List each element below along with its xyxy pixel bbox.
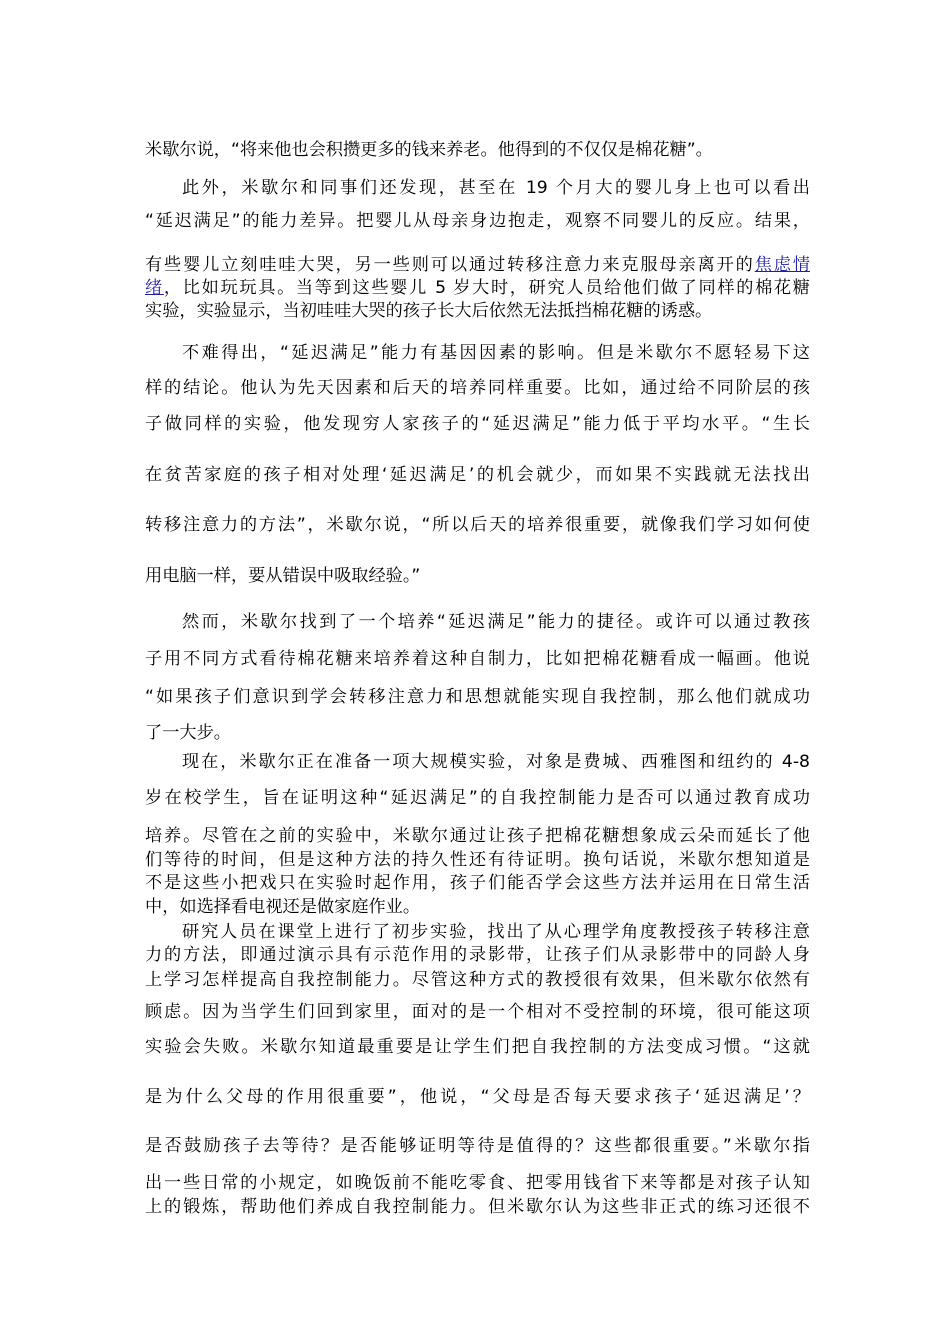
text-line: “延迟满足”的能力差异。把婴儿从母亲身边抱走，观察不同婴儿的反应。结果， <box>145 211 810 231</box>
text-line: 子做同样的实验，他发现穷人家孩子的“延迟满足”能力低于平均水平。“生长 <box>145 414 810 434</box>
text-line <box>145 277 810 299</box>
text-line: 上学习怎样提高自我控制能力。尽管这种方式的教授很有效果，但米歇尔依然有 <box>145 970 810 990</box>
text-line <box>145 254 810 276</box>
anxiety-link-continued[interactable]: 绪 <box>145 278 164 298</box>
text-run: ，比如玩玩具。当等到这些婴儿 5 岁大时，研究人员给他们做了同样的棉花糖 <box>163 278 810 298</box>
text-line: 在贫苦家庭的孩子相对处理‘延迟满足’的机会就少，而如果不实践就无法找出 <box>145 465 810 485</box>
text-line: 然而，米歇尔找到了一个培养“延迟满足”能力的捷径。或许可以通过教孩 <box>182 612 810 632</box>
text-line: 转移注意力的方法”，米歇尔说，“所以后天的培养很重要，就像我们学习如何使 <box>145 515 810 535</box>
text-line: 现在，米歇尔正在准备一项大规模实验，对象是费城、西雅图和纽约的 4-8 <box>182 752 810 772</box>
text-line: “如果孩子们意识到学会转移注意力和思想就能实现自我控制，那么他们就成功 <box>145 687 810 707</box>
text-line: 不难得出，“延迟满足”能力有基因因素的影响。但是米歇尔不愿轻易下这 <box>182 343 810 363</box>
text-line: 实验，实验显示，当初哇哇大哭的孩子长大后依然无法抵挡棉花糖的诱惑。 <box>145 301 713 321</box>
text-line: 岁在校学生，旨在证明这种“延迟满足”的自我控制能力是否可以通过教育成功 <box>145 788 810 808</box>
anxiety-link[interactable]: 焦虑情 <box>754 255 810 275</box>
text-line: 是为什么父母的作用很重要”，他说，“父母是否每天要求孩子‘延迟满足’？ <box>145 1087 810 1107</box>
text-line: 力的方法，即通过演示具有示范作用的录影带，让孩子们从录影带中的同龄人身 <box>145 945 810 965</box>
text-line: 研究人员在课堂上进行了初步实验，找出了从心理学角度教授孩子转移注意 <box>182 922 810 942</box>
text-line: 中，如选择看电视还是做家庭作业。 <box>145 897 421 917</box>
text-line: 上的锻炼，帮助他们养成自我控制能力。但米歇尔认为这些非正式的练习还很不 <box>145 1197 810 1217</box>
text-line: 子用不同方式看待棉花糖来培养着这种自制力，比如把棉花糖看成一幅画。他说 <box>145 649 810 669</box>
text-line: 们等待的时间，但是这种方法的持久性还有待证明。换句话说，米歇尔想知道是 <box>145 850 810 870</box>
text-line: 用电脑一样，要从错误中吸取经验。” <box>145 566 421 586</box>
text-line: 了一大步。 <box>145 723 231 743</box>
text-line: 米歇尔说，“将来他也会积攒更多的钱来养老。他得到的不仅仅是棉花糖”。 <box>145 140 713 160</box>
text-line: 培养。尽管在之前的实验中，米歇尔通过让孩子把棉花糖想象成云朵而延长了他 <box>145 826 810 846</box>
text-line: 不是这些小把戏只在实验时起作用，孩子们能否学会这些方法并运用在日常生活 <box>145 873 810 893</box>
text-line: 此外，米歇尔和同事们还发现，甚至在 19 个月大的婴儿身上也可以看出 <box>182 178 810 198</box>
text-run: 有些婴儿立刻哇哇大哭，另一些则可以通过转移注意力来克服母亲离开的 <box>145 255 755 275</box>
text-line: 实验会失败。米歇尔知道最重要是让学生们把自我控制的方法变成习惯。“这就 <box>145 1037 810 1057</box>
text-line: 出一些日常的小规定，如晚饭前不能吃零食、把零用钱省下来等都是对孩子认知 <box>145 1173 810 1193</box>
text-line: 是否鼓励孩子去等待？是否能够证明等待是值得的？这些都很重要。”米歇尔指 <box>145 1136 810 1156</box>
text-line: 样的结论。他认为先天因素和后天的培养同样重要。比如，通过给不同阶层的孩 <box>145 378 810 398</box>
text-line: 顾虑。因为当学生们回到家里，面对的是一个相对不受控制的环境，很可能这项 <box>145 1002 810 1022</box>
